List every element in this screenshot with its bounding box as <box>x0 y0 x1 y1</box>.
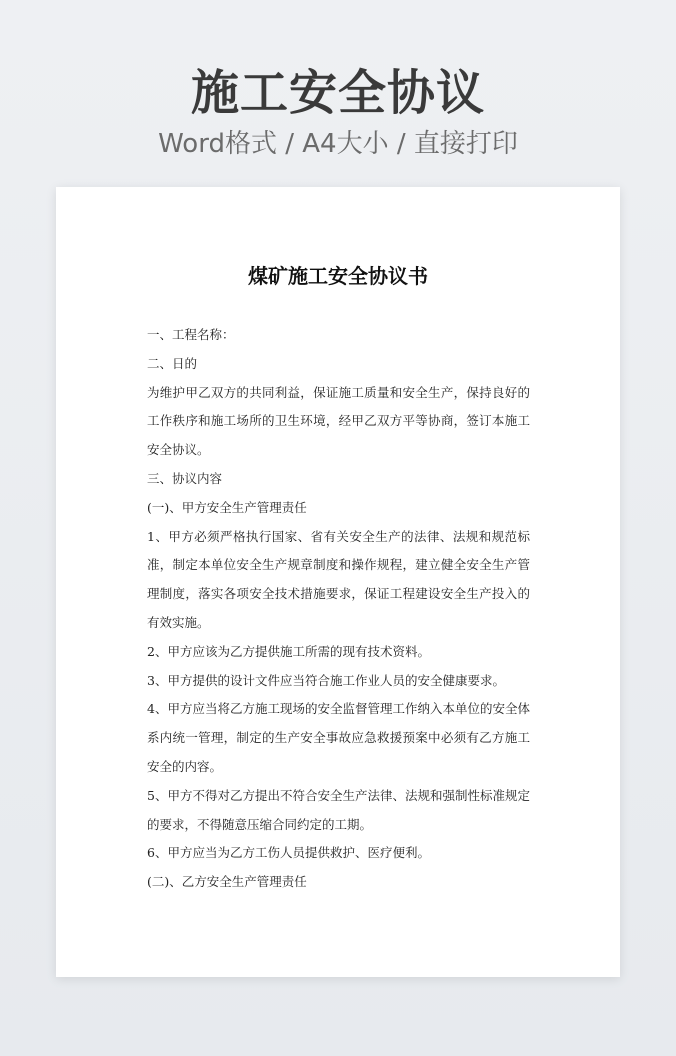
banner-title: 施工安全协议 <box>190 65 485 121</box>
document-title: 煤矿施工安全协议书 <box>248 264 428 288</box>
clause-5: 5、甲方不得对乙方提出不符合安全生产法律、法规和强制性标准规定的要求，不得随意压缩合同约定的工期。 <box>147 787 530 832</box>
document-body <box>147 321 530 897</box>
section-agreement-heading: 三、协议内容 <box>147 470 223 486</box>
section-project-name: 一、工程名称： <box>147 327 235 342</box>
banner-header <box>0 62 676 162</box>
clause-4: 4、甲方应当将乙方施工现场的安全监督管理工作纳入本单位的安全体系内统一管理，制定的生产安全事故应急救援预案中必须有乙方施工安全的内容。 <box>147 701 530 774</box>
clause-2: 2、甲方应该为乙方提供施工所需的现有技术资料。 <box>147 643 430 659</box>
clause-1: 1、甲方必须严格执行国家、省有关安全生产的法律、法规和规范标准，制定本单位安全生产规章制度和操作规程，建立健全安全生产管理制度，落实各项安全技术措施要求，保证工程建设安全生产投入的有效实施。 <box>147 528 530 630</box>
document-page <box>56 187 620 977</box>
party-b-heading: (二)、乙方安全生产管理责任 <box>147 874 307 890</box>
section-purpose-heading: 二、日的 <box>147 355 198 371</box>
clause-3: 3、甲方提供的设计文件应当符合施工作业人员的安全健康要求。 <box>147 672 505 688</box>
banner-subtitle: Word格式 / A4大小 / 直接打印 <box>158 129 518 159</box>
purpose-paragraph: 为维护甲乙双方的共同利益，保证施工质量和安全生产，保持良好的工作秩序和施工场所的卫生环境，经甲乙双方平等协商，签订本施工安全协议。 <box>147 384 530 458</box>
party-a-heading: (一)、甲方安全生产管理责任 <box>147 499 307 515</box>
clause-6: 6、甲方应当为乙方工伤人员提供救护、医疗便利。 <box>147 845 430 861</box>
